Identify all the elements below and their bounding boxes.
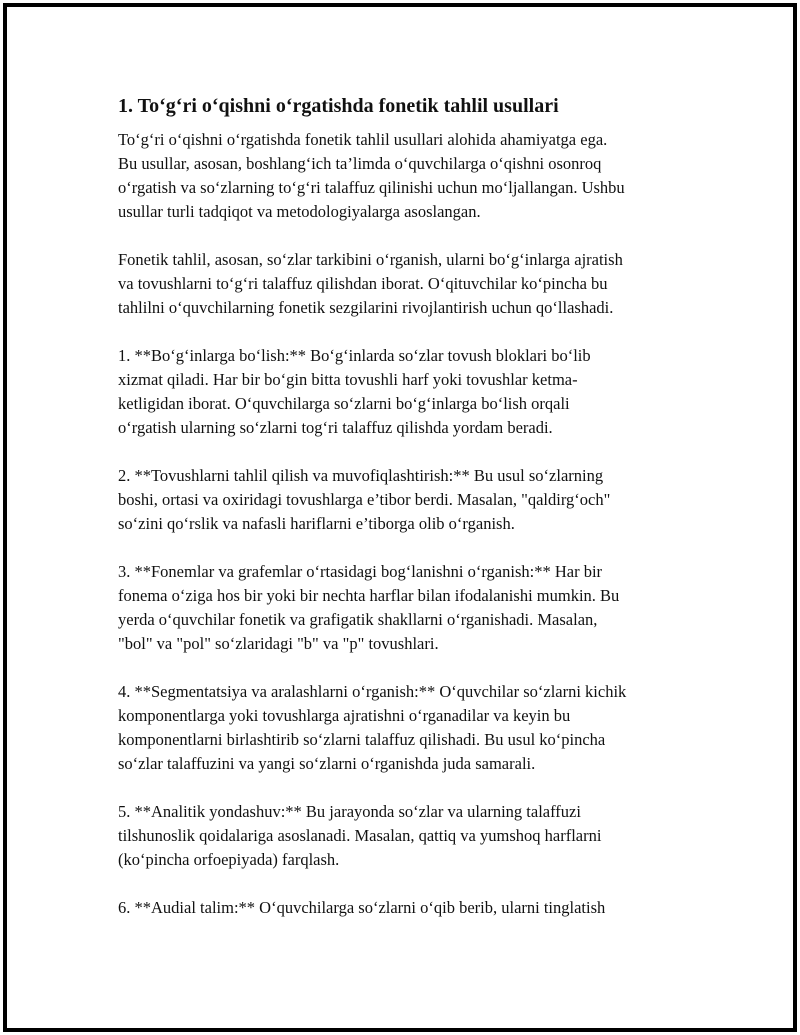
- text-line: fonema o‘ziga hos bir yoki bir nechta harflar bilan ifodalanishi mumkin. Bu: [118, 586, 620, 605]
- list-item-4: [118, 680, 698, 776]
- text-line: Bu usullar, asosan, boshlang‘ich ta’limda o‘quvchilarga o‘qishni osonroq: [118, 154, 602, 173]
- paragraph-fonetik-tahlil: [118, 248, 698, 320]
- document-body: [118, 92, 698, 944]
- text-line: To‘g‘ri o‘qishni o‘rgatishda fonetik tahlil usullari alohida ahamiyatga ega.: [118, 130, 608, 149]
- text-line: tahlilni o‘quvchilarning fonetik sezgilarini rivojlantirish uchun qo‘llashadi.: [118, 298, 614, 317]
- list-item-2: [118, 464, 698, 536]
- text-line: o‘rgatish va so‘zlarning to‘g‘ri talaffuz qilinishi uchun mo‘ljallangan. Ushbu: [118, 178, 625, 197]
- text-line: 4. **Segmentatsiya va aralashlarni o‘rganish:** O‘quvchilar so‘zlarni kichik: [118, 682, 627, 701]
- paragraph-intro: [118, 128, 698, 224]
- text-line: o‘rgatish ularning so‘zlarni tog‘ri talaffuz qilishda yordam beradi.: [118, 418, 553, 437]
- list-item-1: [118, 344, 698, 440]
- text-line: 5. **Analitik yondashuv:** Bu jarayonda so‘zlar va ularning talaffuzi: [118, 802, 581, 821]
- text-line: (ko‘pincha orfoepiyada) farqlash.: [118, 850, 340, 869]
- text-line: 2. **Tovushlarni tahlil qilish va muvofiqlashtirish:** Bu usul so‘zlarning: [118, 466, 604, 485]
- text-line: va tovushlarni to‘g‘ri talaffuz qilishdan iborat. O‘qituvchilar ko‘pincha bu: [118, 274, 608, 293]
- text-line: usullar turli tadqiqot va metodologiyalarga asoslangan.: [118, 202, 481, 221]
- text-line: 1. **Bo‘g‘inlarga bo‘lish:** Bo‘g‘inlarda so‘zlar tovush bloklari bo‘lib: [118, 346, 591, 365]
- text-line: komponentlarni birlashtirib so‘zlarni talaffuz qilishadi. Bu usul ko‘pincha: [118, 730, 606, 749]
- text-line: Fonetik tahlil, asosan, so‘zlar tarkibini o‘rganish, ularni bo‘g‘inlarga ajratish: [118, 250, 623, 269]
- list-item-5: [118, 800, 698, 872]
- text-line: komponentlarga yoki tovushlarga ajratishni o‘rganadilar va keyin bu: [118, 706, 571, 725]
- text-line: boshi, ortasi va oxiridagi tovushlarga e’tibor berdi. Masalan, "qaldirg‘och": [118, 490, 611, 509]
- text-line: 6. **Audial talim:** O‘quvchilarga so‘zlarni o‘qib berib, ularni tinglatish: [118, 898, 606, 917]
- text-line: xizmat qiladi. Har bir bo‘gin bitta tovushli harf yoki tovushlar ketma-: [118, 370, 578, 389]
- text-line: "bol" va "pol" so‘zlaridagi "b" va "p" tovushlari.: [118, 634, 439, 653]
- text-line: yerda o‘quvchilar fonetik va grafigatik shakllarni o‘rganishadi. Masalan,: [118, 610, 598, 629]
- text-line: 3. **Fonemlar va grafemlar o‘rtasidagi bog‘lanishni o‘rganish:** Har bir: [118, 562, 603, 581]
- text-line: tilshunoslik qoidalariga asoslanadi. Masalan, qattiq va yumshoq harflarni: [118, 826, 602, 845]
- text-line: so‘zlar talaffuzini va yangi so‘zlarni o‘rganishda juda samarali.: [118, 754, 536, 773]
- list-item-3: [118, 560, 698, 656]
- section-heading: 1. To‘g‘ri o‘qishni o‘rgatishda fonetik tahlil usullari: [118, 95, 559, 117]
- list-item-6: [118, 896, 698, 920]
- text-line: ketligidan iborat. O‘quvchilarga so‘zlarni bo‘g‘inlarga bo‘lish orqali: [118, 394, 570, 413]
- text-line: so‘zini qo‘rslik va nafasli hariflarni e’tiborga olib o‘rganish.: [118, 514, 515, 533]
